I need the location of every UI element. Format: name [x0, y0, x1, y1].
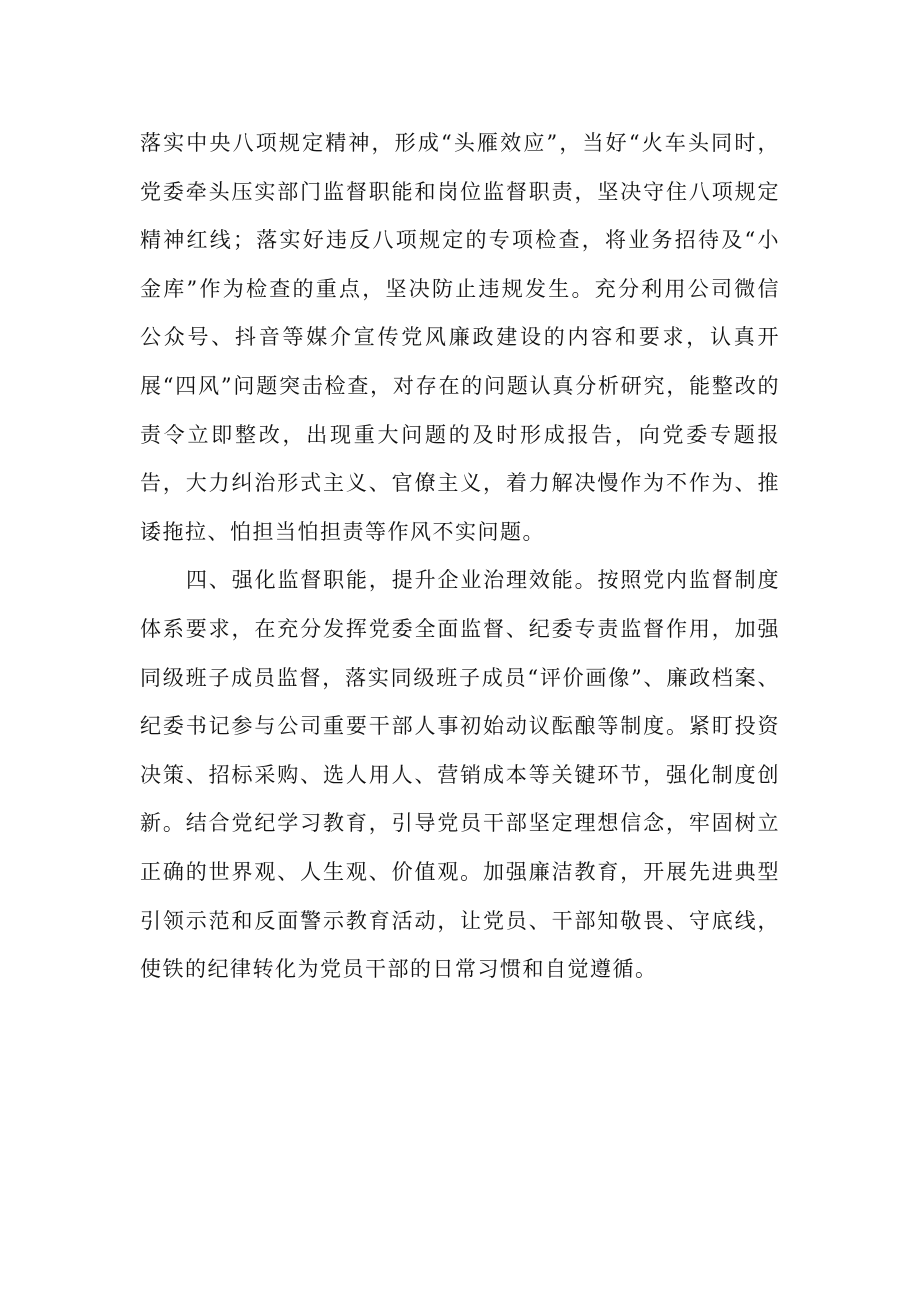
paragraph-continuation: 落实中央八项规定精神，形成“头雁效应”，当好“火车头同时，党委牵头压实部门监督职能和岗位监督职责，坚决守住八项规定精神红线；落实好违反八项规定的专项检查，将业务招待及“小金库”作为检查的重点，坚决防止违规发生。充分利用公司微信公众号、抖音等媒介宣传党风廉政建设的内容和要求，认真开展“四风”问题突击检查，对存在的问题认真分析研究，能整改的责令立即整改，出现重大问题的及时形成报告，向党委专题报告，大力纠治形式主义、官僚主义，着力解决慢作为不作为、推诿拖拉、怕担当怕担责等作风不实问题。: [140, 131, 780, 544]
document-body: [140, 119, 780, 994]
paragraph-section-four: 四、强化监督职能，提升企业治理效能。按照党内监督制度体系要求，在充分发挥党委全面监督、纪委专责监督作用，加强同级班子成员监督，落实同级班子成员“评价画像”、廉政档案、纪委书记参与公司重要干部人事初始动议酝酿等制度。紧盯投资决策、招标采购、选人用人、营销成本等关键环节，强化制度创新。结合党纪学习教育，引导党员干部坚定理想信念，牢固树立正确的世界观、人生观、价值观。加强廉洁教育，开展先进典型引领示范和反面警示教育活动，让党员、干部知敬畏、守底线，使铁的纪律转化为党员干部的日常习惯和自觉遵循。: [140, 568, 780, 982]
